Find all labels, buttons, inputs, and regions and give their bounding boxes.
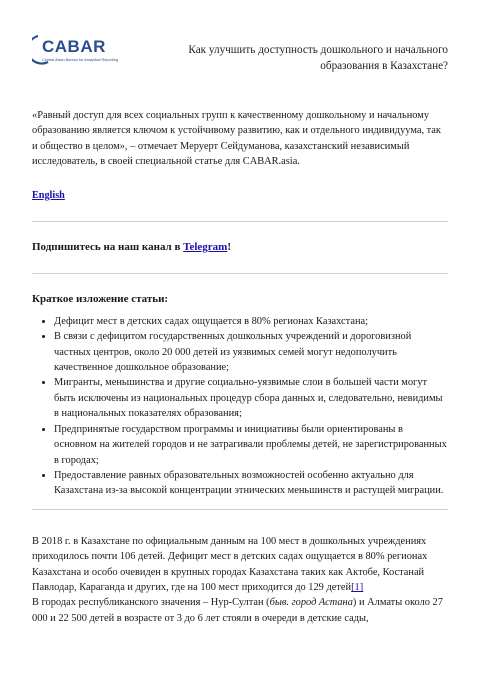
summary-item: • Предоставление равных образовательных возможностей особенно актуально для Казахстана из-за высокой концентрации этнических меньшинств и растущей миграции. — [54, 468, 448, 499]
body-text-1: В 2018 г. в Казахстане по официальным данным на 100 мест в дошкольных учреждениях приходилось почти 106 детей. Дефицит мест в детских садах ощущается в 80% регионах Казахстана и особо очевиден в крупных городах Казахстана таких как Актобе, Костанай Павлодар, Караганда и других, где на 100 мест приходится до 129 детей — [32, 535, 428, 593]
summary-title: Краткое изложение статьи: — [32, 293, 169, 306]
subscribe-line — [32, 240, 448, 255]
article-title: Как улучшить доступность дошкольного и начального образования в Казахстане? — [188, 44, 448, 72]
body-paragraph-1 — [32, 534, 448, 596]
summary-item: • Дефицит мест в детских садах ощущается в 80% регионах Казахстана; — [54, 314, 448, 329]
article-content — [32, 108, 448, 626]
english-link[interactable]: English — [32, 189, 65, 201]
body-text-2-start: В городах республиканского значения – Нур-Султан ( — [32, 597, 270, 609]
summary-item: • Предпринятые государством программы и инициативы были ориентированы в основном на жителей городов и не затрагивали проблемы детей, не зарегистрированных в городах; — [54, 422, 448, 468]
summary-item: • Мигранты, меньшинства и другие социально-уязвимые слои в большей части могут быть исключены из национальных процедур сбора данных и, следовательно, невидимы в национальных показателях образования; — [54, 375, 448, 421]
logo-text: CABAR — [42, 37, 106, 56]
summary-list — [32, 314, 448, 499]
subscribe-prefix: Подпишитесь на наш канал в — [32, 241, 184, 254]
footnote-link-1[interactable]: [1] — [351, 581, 364, 593]
cabar-logo[interactable] — [32, 28, 142, 68]
telegram-link[interactable]: Telegram — [183, 241, 228, 254]
subscribe-suffix: ! — [227, 241, 232, 254]
body-text-2-italic: быв. город Астана — [269, 597, 353, 609]
body-paragraph-2 — [32, 595, 448, 626]
logo-subtitle: Central Asian Bureau for Analytical Reporting — [42, 58, 118, 62]
divider-1 — [32, 221, 448, 222]
divider-2 — [32, 273, 448, 274]
divider-3 — [32, 509, 448, 510]
document-header — [32, 28, 448, 88]
body-text-2-end: ) и Алматы около 27 000 и 22 500 детей в возрасте от 3 до 6 лет стояли в очереди в детские сады, — [32, 597, 443, 624]
summary-item: • В связи с дефицитом государственных дошкольных учреждений и дороговизной частных центров, около 20 000 детей из уязвимых семей могут недополучить качественное дошкольное образование; — [54, 329, 448, 375]
intro-paragraph: «Равный доступ для всех социальных групп к качественному дошкольному и начальному образованию является ключом к устойчивому развитию, как и отдельного индивидуума, так и общество в целом», – отмечает Меруерт Сейдуманова, казахстанский независимый исследователь, в своей специальной статье для CABAR.asia. — [32, 110, 441, 168]
